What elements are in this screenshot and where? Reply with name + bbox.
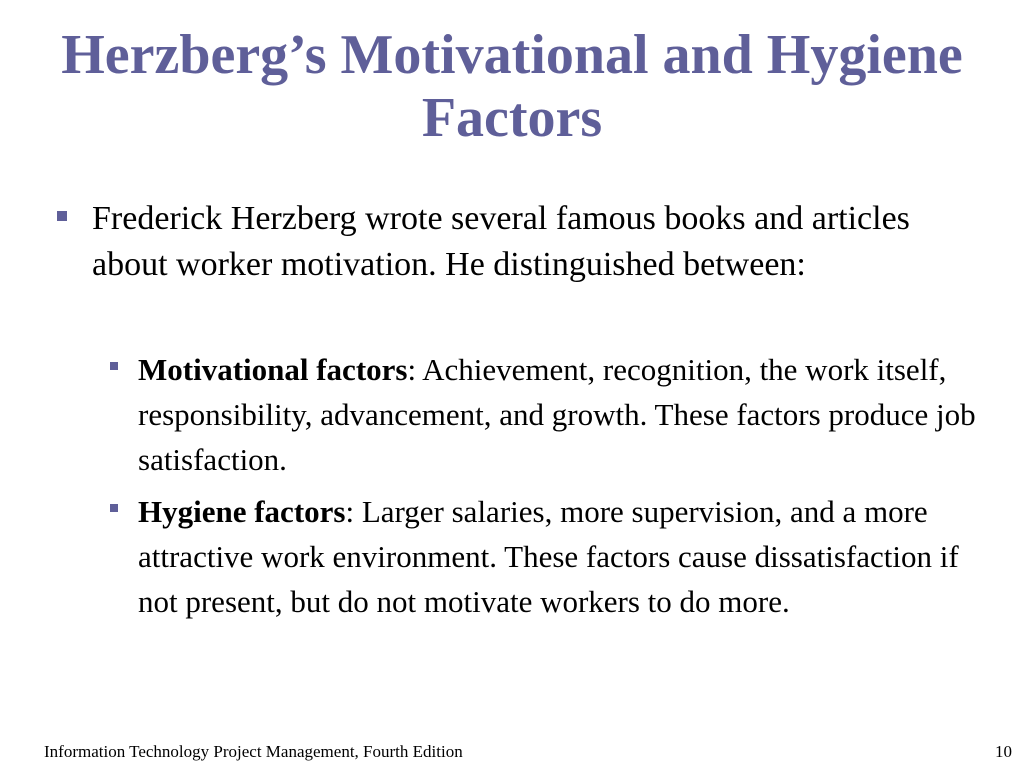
square-bullet-icon xyxy=(110,504,118,512)
square-bullet-icon xyxy=(57,211,67,221)
motivational-factors-term: Motivational factors xyxy=(138,352,408,387)
main-bullet-text: Frederick Herzberg wrote several famous books and articles about worker motivation. He distinguished between: xyxy=(92,200,910,283)
page-number: 10 xyxy=(995,742,1012,761)
square-bullet-icon xyxy=(110,362,118,370)
hygiene-factors-text: : Larger salaries, more supervision, and a more attractive work environment. These factors cause dissatisfaction if not present, but do not motivate workers to do more. xyxy=(138,494,959,619)
hygiene-factors-term: Hygiene factors xyxy=(138,494,346,529)
slide-title: Herzberg’s Motivational and Hygiene Factors xyxy=(61,24,963,149)
footer-source: Information Technology Project Management, Fourth Edition xyxy=(44,742,463,761)
sub-bullet-hygiene xyxy=(138,489,990,624)
motivational-factors-text: : Achievement, recognition, the work itself, responsibility, advancement, and growth. These factors produce job satisfaction. xyxy=(138,352,976,477)
sub-bullet-motivational xyxy=(138,347,990,482)
